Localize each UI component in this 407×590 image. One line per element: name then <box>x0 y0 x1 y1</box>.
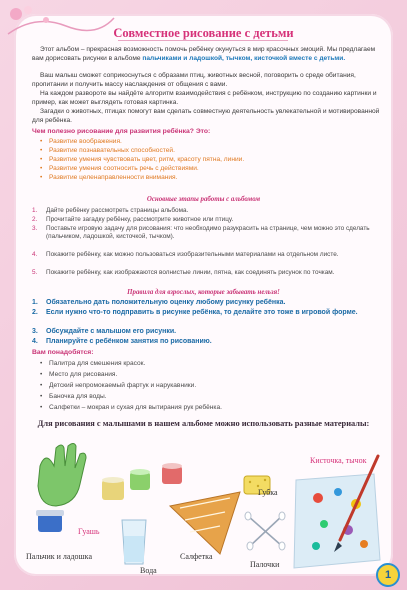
label-sponge: Губка <box>258 488 278 497</box>
stage-item <box>32 225 386 241</box>
rule-item <box>32 309 386 318</box>
painted-hand-icon <box>38 444 86 507</box>
label-sticks: Палочки <box>250 560 280 569</box>
rule-item <box>32 328 386 337</box>
stage-number: 5. <box>32 269 38 276</box>
intro-paragraph-4: Загадки о животных, птицах помогут вам сделать совместную деятельность увлекательной и мотивированной для ребёнка. <box>32 108 380 124</box>
intro-paragraph-1 <box>32 46 380 63</box>
stage-item <box>32 269 386 277</box>
useful-item: • Развитие умения чувствовать цвет, ритм, красоту пятна, линии. <box>40 156 245 163</box>
rule-text: Если нужно что-то подправить в рисунке ребёнка, то делайте это тоже в игровой форме. <box>46 309 358 316</box>
stage-item <box>32 207 386 215</box>
useful-item: • Развитие целенаправленности внимания. <box>40 174 178 181</box>
stage-text: Поставьте игровую задачу для рисования: что необходимо разукрасить на странице, чем можно это сделать (пальчиком, ладошкой, кисточкой, тычком). <box>46 225 370 241</box>
useful-item: • Развитие познавательных способностей. <box>40 147 175 154</box>
need-item-text: Палитра для смешения красок. <box>49 360 146 367</box>
rule-item <box>32 299 386 308</box>
stage-item <box>32 216 386 224</box>
useful-item-text: Развитие умения соотносить речь с действиями. <box>49 165 199 172</box>
rule-number: 4. <box>32 338 38 345</box>
stage-item <box>32 251 386 259</box>
paint-palette-icon <box>294 474 380 568</box>
title-underline <box>118 40 288 41</box>
label-napkin: Салфетка <box>180 552 213 561</box>
stage-number: 4. <box>32 251 38 258</box>
label-gouache: Гуашь <box>78 527 100 536</box>
need-item-text: Детский непромокаемый фартук и нарукавники. <box>49 382 197 389</box>
rule-number: 3. <box>32 328 38 335</box>
napkin-icon <box>170 492 240 554</box>
label-brush: Кисточка, тычок <box>310 456 367 465</box>
stage-text: Покажите ребёнку, как можно пользоваться изобразительными материалами на отдельном листе. <box>46 251 339 258</box>
intro-paragraph-3: На каждом развороте вы найдёте алгоритм взаимодействия с ребёнком, инструкцию по созданию картинки и пример, как может выглядеть готовая картинка. <box>32 90 377 106</box>
materials-heading: Для рисования с малышами в нашем альбоме можно использовать разные материалы: <box>37 419 370 428</box>
stage-text: Покажите ребёнку, как изображаются волнистые линии, пятна, как соединять рисунок по точкам. <box>46 269 335 276</box>
page-title: Совместное рисование с детьми <box>113 26 294 40</box>
need-item-text: Баночка для воды. <box>49 393 107 400</box>
page-number: 1 <box>376 563 400 587</box>
need-item-text: Салфетки – мокрая и сухая для вытирания рук ребёнка. <box>49 404 222 411</box>
useful-item-text: Развитие целенаправленности внимания. <box>49 174 178 181</box>
intro-paragraph-2: Ваш малыш сможет соприкоснуться с образами птиц, животных весной, поговорить о среде обитания, пропитании и получить массу наслаждения от общения с вами. <box>32 72 356 88</box>
water-glass-icon <box>122 520 146 564</box>
need-item: • Детский непромокаемый фартук и нарукавники. <box>40 382 197 389</box>
label-water: Вода <box>140 566 157 575</box>
need-item-text: Место для рисования. <box>49 371 118 378</box>
rule-item <box>32 338 386 347</box>
rule-text: Обсуждайте с малышом его рисунки. <box>46 328 177 335</box>
rule-text: Обязательно дать положительную оценку любому рисунку ребёнка. <box>46 299 286 306</box>
stage-text: Прочитайте загадку ребёнку, рассмотрите животное или птицу. <box>46 216 234 223</box>
stages-heading: Основные этапы работы с альбомом <box>146 196 261 203</box>
stage-text: Дайте ребёнку рассмотреть страницы альбома. <box>46 207 189 214</box>
stage-number: 2. <box>32 216 38 223</box>
need-item: • Салфетки – мокрая и сухая для вытирания рук ребёнка. <box>40 404 222 411</box>
cotton-sticks-icon <box>245 512 285 550</box>
rule-text: Планируйте с ребёнком занятия по рисованию. <box>46 338 212 345</box>
useful-heading: Чем полезно рисование для развития ребёнка? Это: <box>32 128 211 135</box>
intro-text: Этот альбом – прекрасная возможность помочь ребёнку окунуться в мир красочных эмоций. Мы предлагаем вам дорисовать рисунки в альбоме <box>32 46 376 62</box>
rules-heading: Правила для взрослых, которые забывать нельзя! <box>127 289 280 296</box>
useful-item: • Развитие воображения. <box>40 138 122 145</box>
need-item: • Палитра для смешения красок. <box>40 360 146 367</box>
label-finger: Пальчик и ладошка <box>26 552 92 561</box>
useful-item-text: Развитие умения чувствовать цвет, ритм, красоту пятна, линии. <box>49 156 245 163</box>
rule-number: 2. <box>32 309 38 316</box>
useful-item-text: Развитие познавательных способностей. <box>49 147 175 154</box>
need-item: • Место для рисования. <box>40 371 118 378</box>
rule-number: 1. <box>32 299 38 306</box>
need-item: • Баночка для воды. <box>40 393 107 400</box>
intro-highlight: пальчиками и ладошкой, тычком, кисточкой вместе с детьми. <box>142 54 346 62</box>
stage-number: 3. <box>32 225 38 232</box>
useful-item-text: Развитие воображения. <box>49 138 122 145</box>
stage-number: 1. <box>32 207 38 214</box>
useful-item: • Развитие умения соотносить речь с действиями. <box>40 165 199 172</box>
need-heading: Вам понадобятся: <box>32 349 94 356</box>
